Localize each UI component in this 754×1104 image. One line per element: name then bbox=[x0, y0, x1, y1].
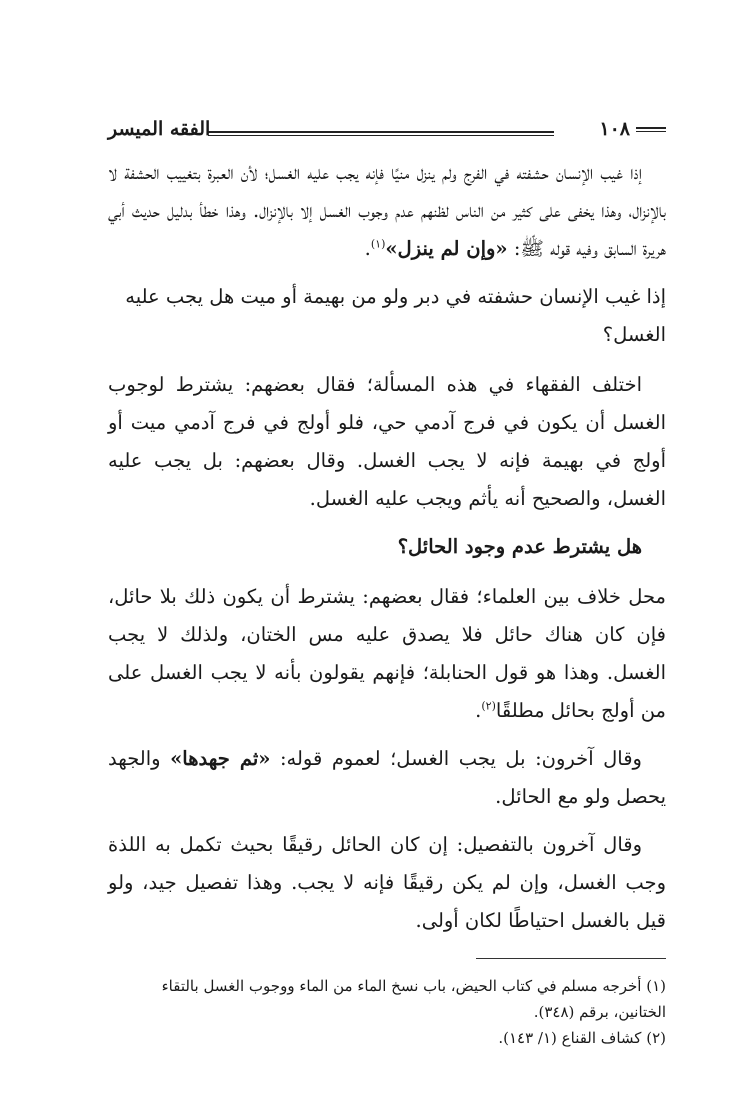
paragraph-5: وقال آخرون بالتفصيل: إن كان الحائل رقيقًا بحيث تكمل به اللذة وجب الغسل، وإن لم يكن رقيقًا فإنه لا يجب. وهذا تفصيل جيد، ولو قيل بالغسل احتياطًا لكان أولى. bbox=[108, 833, 666, 932]
question-1: إذا غيب الإنسان حشفته في دبر ولو من بهيمة أو ميت هل يجب عليه الغسل؟ bbox=[125, 285, 666, 346]
hadith-quote-2: «ثم جهدها» bbox=[170, 747, 271, 770]
hadith-quote: «وإن لم ينزل» bbox=[385, 237, 508, 260]
paragraph-1: إذا غيب الإنسان حشفته في الفرج ولم ينزل منيًا فإنه يجب عليه الغسل؛ لأن العبرة بتغييب الحشفة لا بالإنزال، وهذا يخفى على كثير من الناس لظنهم عدم وجوب الغسل إلا بالإنزال. وهذا خطأ بدليل حديث أبي هريرة السابق وفيه قوله ﷺ: «وإن لم ينزل»$^{(١)}$. bbox=[108, 161, 666, 260]
footnote-1: (١) أخرجه مسلم في كتاب الحيض، باب نسخ الماء من الماء ووجوب الغسل بالتقاء الختانين، برقم (٣٤٨). bbox=[161, 977, 666, 1021]
page-header bbox=[108, 118, 666, 154]
question-2: هل يشترط عدم وجود الحائل؟ bbox=[397, 535, 642, 558]
header-rule bbox=[208, 131, 554, 136]
page-number bbox=[599, 118, 666, 140]
footnote-ref-2: (٢) bbox=[481, 699, 496, 713]
footnote-2: (٢) كشاف القناع (١/ ١٤٣). bbox=[498, 1029, 666, 1047]
book-page bbox=[108, 118, 666, 1051]
footnote-ref-1: (١) bbox=[370, 237, 386, 251]
paragraph-2: اختلف الفقهاء في هذه المسألة؛ فقال بعضهم: يشترط لوجوب الغسل أن يكون في فرج آدمي حي، فلو أولج في فرج آدمي ميت أو أولج في بهيمة فإنه لا يجب الغسل. وقال بعضهم: بل يجب عليه الغسل، والصحيح أنه يأثم ويجب عليه الغسل. bbox=[108, 373, 666, 510]
paragraph-4: وقال آخرون: بل يجب الغسل؛ لعموم قوله: «ثم جهدها» والجهد يحصل ولو مع الحائل. bbox=[108, 747, 666, 808]
footnote-separator bbox=[476, 958, 666, 959]
running-title: الفقه الميسر bbox=[108, 118, 211, 140]
page-number-text: ١٠٨ bbox=[599, 118, 630, 140]
paragraph-3: محل خلاف بين العلماء؛ فقال بعضهم: يشترط أن يكون ذلك بلا حائل، فإن كان هناك حائل فلا يصدق عليه مس الختان، ولذلك لا يجب الغسل. وهذا هو قول الحنابلة؛ فإنهم يقولون بأنه لا يجب الغسل على من أولج بحائل مطلقًا$^{(٢)}$. bbox=[108, 585, 666, 722]
header-double-rule-short bbox=[636, 127, 666, 132]
